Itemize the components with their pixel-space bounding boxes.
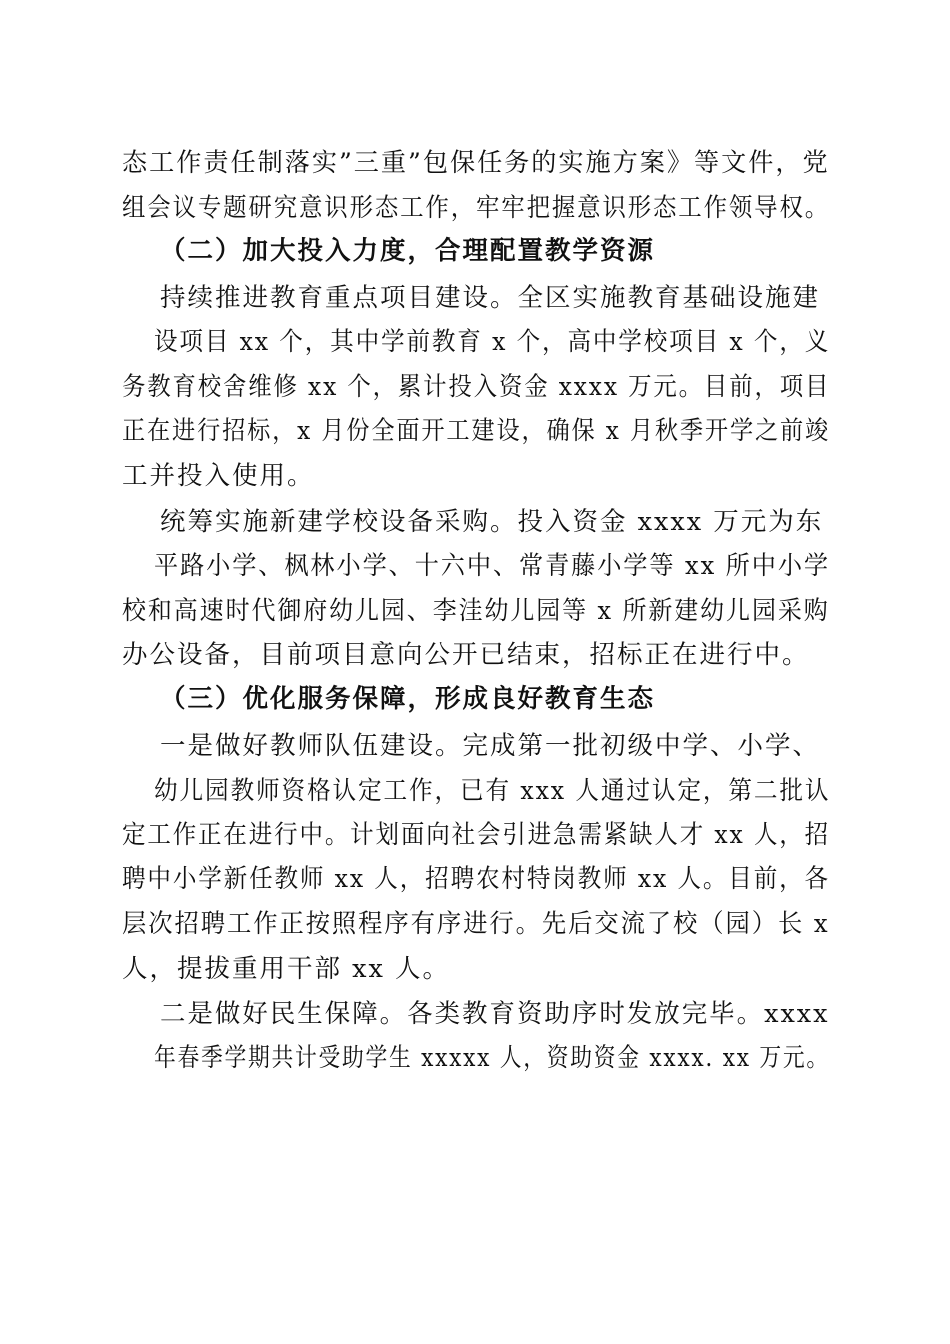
section-heading: （二）加大投入力度，合理配置教学资源 [160, 236, 656, 266]
body-text-line: 定工作正在进行中。计划面向社会引进急需紧缺人才 xx 人，招 [122, 820, 831, 850]
body-text-line: 务教育校舍维修 xx 个，累计投入资金 xxxx 万元。目前，项目 [122, 372, 831, 402]
body-text-line: 一是做好教师队伍建设。完成第一批初级中学、小学、 [160, 731, 821, 761]
body-text-line: 人，提拔重用干部 xx 人。 [122, 954, 450, 984]
section-heading: （三）优化服务保障，形成良好教育生态 [160, 684, 656, 714]
body-text-line: 正在进行招标，x 月份全面开工建设，确保 x 月秋季开学之前竣 [122, 416, 831, 446]
body-text-line: 办公设备，目前项目意向公开已结束，招标正在进行中。 [122, 640, 810, 670]
body-text-line: 态工作责任制落实”三重”包保任务的实施方案》等文件，党 [122, 148, 830, 178]
body-text-line: 统筹实施新建学校设备采购。投入资金 xxxx 万元为东 [160, 507, 824, 537]
body-text-line: 二是做好民生保障。各类教育资助序时发放完毕。xxxx [160, 999, 830, 1029]
body-text-line: 年春季学期共计受助学生 xxxxx 人，资助资金 xxxx. xx 万元。 [154, 1043, 830, 1073]
body-text-line: 平路小学、枫林小学、十六中、常青藤小学等 xx 所中小学 [154, 551, 830, 581]
body-text-line: 聘中小学新任教师 xx 人，招聘农村特岗教师 xx 人。目前，各 [122, 864, 830, 894]
body-text-line: 工并投入使用。 [122, 461, 315, 491]
body-text-line: 设项目 xx 个，其中学前教育 x 个，高中学校项目 x 个，义 [154, 327, 831, 357]
body-text-line: 组会议专题研究意识形态工作，牢牢把握意识形态工作领导权。 [122, 193, 831, 223]
body-text-line: 校和高速时代御府幼儿园、李洼幼儿园等 x 所新建幼儿园采购 [122, 596, 830, 626]
body-text-line: 幼儿园教师资格认定工作，已有 xxx 人通过认定，第二批认 [154, 776, 831, 806]
body-text-line: 持续推进教育重点项目建设。全区实施教育基础设施建 [160, 283, 821, 313]
body-text-line: 层次招聘工作正按照程序有序进行。先后交流了校（园）长 x [122, 909, 830, 939]
